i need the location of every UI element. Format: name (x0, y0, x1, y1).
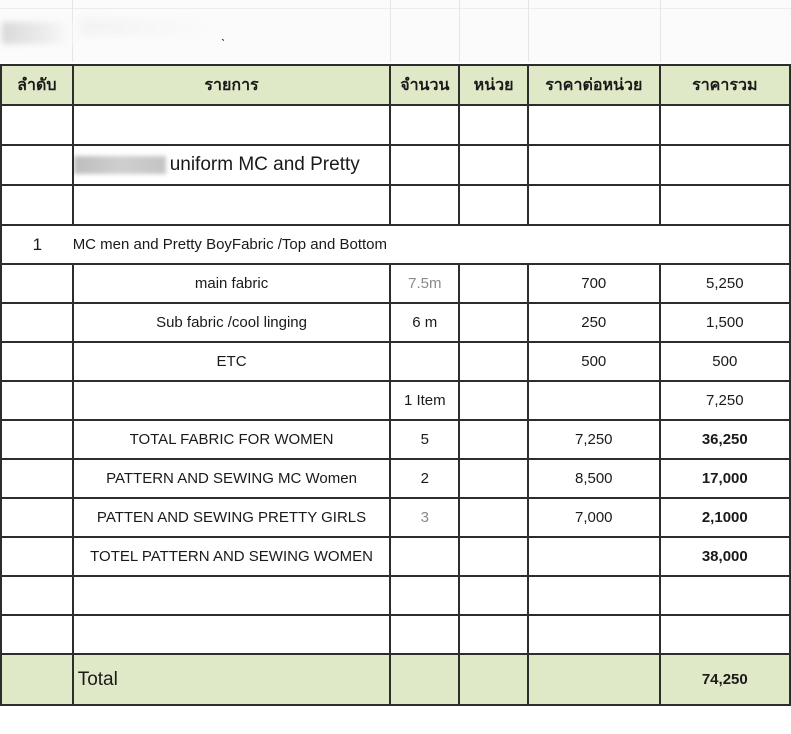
cell[interactable] (660, 185, 790, 225)
quotation-table (0, 64, 791, 706)
grid-line (72, 0, 73, 62)
qty-cell[interactable]: 5 (390, 420, 459, 459)
table-row (1, 342, 790, 381)
total-cell[interactable]: 500 (660, 342, 790, 381)
cell[interactable] (390, 576, 459, 615)
cell[interactable] (73, 185, 391, 225)
table-row (1, 185, 790, 225)
cell[interactable] (528, 537, 660, 576)
cell[interactable] (1, 537, 73, 576)
table-row (1, 537, 790, 576)
cell[interactable] (660, 615, 790, 654)
unit-price-cell[interactable]: 8,500 (528, 459, 660, 498)
table-row (1, 145, 790, 185)
cell[interactable] (459, 303, 528, 342)
cell[interactable] (1, 303, 73, 342)
cell[interactable] (459, 381, 528, 420)
unit-price-cell[interactable]: 7,000 (528, 498, 660, 537)
table-row (1, 576, 790, 615)
cell[interactable] (1, 498, 73, 537)
cell[interactable] (459, 185, 528, 225)
cell[interactable] (459, 145, 528, 185)
cell[interactable] (73, 381, 391, 420)
cell[interactable] (390, 654, 459, 705)
cell[interactable] (459, 576, 528, 615)
section-title: uniform MC and Pretty (169, 154, 360, 175)
cell[interactable] (390, 105, 459, 145)
total-cell[interactable]: 1,500 (660, 303, 790, 342)
cell[interactable] (660, 105, 790, 145)
unit-price-cell[interactable]: 700 (528, 264, 660, 303)
table-row (1, 381, 790, 420)
cell[interactable] (459, 105, 528, 145)
cell[interactable] (1, 185, 73, 225)
grand-total-row (1, 654, 790, 705)
cell[interactable] (660, 576, 790, 615)
total-cell[interactable]: 17,000 (660, 459, 790, 498)
item-name[interactable]: ETC (73, 342, 391, 381)
cell[interactable] (73, 615, 391, 654)
total-cell[interactable]: 2,1000 (660, 498, 790, 537)
redacted-area (80, 18, 200, 36)
qty-cell[interactable]: 3 (390, 498, 459, 537)
table-row (1, 459, 790, 498)
cell[interactable] (459, 537, 528, 576)
cell[interactable] (1, 459, 73, 498)
cell[interactable] (73, 576, 391, 615)
sheet-top-area (0, 0, 791, 62)
grid-line (0, 8, 791, 9)
cell[interactable] (459, 654, 528, 705)
table-row (1, 303, 790, 342)
cell[interactable] (390, 537, 459, 576)
total-cell[interactable]: 38,000 (660, 537, 790, 576)
total-cell[interactable]: 36,250 (660, 420, 790, 459)
item-name[interactable]: TOTEL PATTERN AND SEWING WOMEN (73, 537, 391, 576)
cell[interactable] (528, 576, 660, 615)
qty-cell[interactable]: 1 Item (390, 381, 459, 420)
cell[interactable] (1, 420, 73, 459)
cell[interactable] (528, 654, 660, 705)
cell[interactable] (390, 615, 459, 654)
cell[interactable] (390, 145, 459, 185)
item-description[interactable]: MC men and Pretty BoyFabric /Top and Bottom (73, 225, 790, 264)
section-title-cell[interactable] (73, 145, 391, 185)
cell[interactable] (1, 105, 73, 145)
cell[interactable] (1, 576, 73, 615)
cell[interactable] (459, 264, 528, 303)
item-name[interactable]: Sub fabric /cool linging (73, 303, 391, 342)
unit-price-cell[interactable]: 250 (528, 303, 660, 342)
header-total[interactable]: ราคารวม (660, 65, 790, 105)
cell[interactable] (660, 145, 790, 185)
grid-line (459, 0, 460, 62)
cell[interactable] (459, 459, 528, 498)
cell[interactable] (390, 185, 459, 225)
item-name[interactable]: PATTEN AND SEWING PRETTY GIRLS (73, 498, 391, 537)
item-name[interactable]: PATTERN AND SEWING MC Women (73, 459, 391, 498)
qty-cell[interactable]: 7.5m (390, 264, 459, 303)
cell[interactable] (390, 342, 459, 381)
unit-price-cell[interactable]: 500 (528, 342, 660, 381)
cell[interactable] (1, 342, 73, 381)
header-unit[interactable]: หน่วย (459, 65, 528, 105)
header-row (1, 65, 790, 105)
cell[interactable] (1, 654, 73, 705)
cell[interactable] (1, 615, 73, 654)
cell[interactable] (1, 145, 73, 185)
row-number[interactable]: 1 (1, 225, 73, 264)
cell[interactable] (528, 615, 660, 654)
grand-total-value[interactable]: 74,250 (660, 654, 790, 705)
table-row (1, 225, 790, 264)
stray-mark: ˎ (221, 25, 226, 41)
cell[interactable] (459, 342, 528, 381)
cell[interactable] (459, 420, 528, 459)
redacted-area (2, 22, 72, 44)
qty-cell[interactable]: 2 (390, 459, 459, 498)
item-name[interactable]: TOTAL FABRIC FOR WOMEN (73, 420, 391, 459)
cell[interactable] (459, 498, 528, 537)
table-row (1, 498, 790, 537)
header-qty[interactable]: จำนวน (390, 65, 459, 105)
header-no[interactable]: ลำดับ (1, 65, 73, 105)
grid-line (528, 0, 529, 62)
cell[interactable] (1, 381, 73, 420)
cell[interactable] (528, 185, 660, 225)
qty-cell[interactable]: 6 m (390, 303, 459, 342)
cell[interactable] (73, 105, 391, 145)
unit-price-cell[interactable]: 7,250 (528, 420, 660, 459)
redacted-name (74, 156, 166, 174)
grid-line (390, 0, 391, 62)
cell[interactable] (459, 615, 528, 654)
grid-line (660, 0, 661, 62)
cell[interactable] (1, 264, 73, 303)
header-item[interactable]: รายการ (73, 65, 391, 105)
cell[interactable] (528, 381, 660, 420)
table-row (1, 615, 790, 654)
total-cell[interactable]: 7,250 (660, 381, 790, 420)
total-cell[interactable]: 5,250 (660, 264, 790, 303)
table-row (1, 420, 790, 459)
grand-total-label[interactable]: Total (73, 654, 391, 705)
header-unit-price[interactable]: ราคาต่อหน่วย (528, 65, 660, 105)
item-name[interactable]: main fabric (73, 264, 391, 303)
cell[interactable] (528, 105, 660, 145)
table-row (1, 264, 790, 303)
cell[interactable] (528, 145, 660, 185)
table-row (1, 105, 790, 145)
